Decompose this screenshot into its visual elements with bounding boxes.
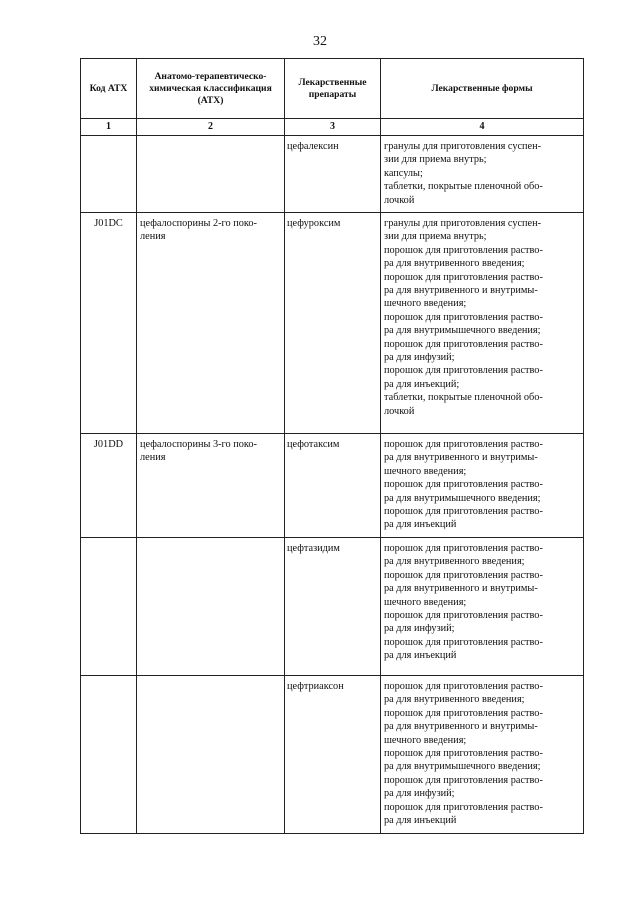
column-number-row — [81, 119, 584, 136]
header-drugs-line: Лекарственные — [298, 76, 367, 88]
header-classification — [137, 59, 285, 119]
dosage-form-line: ра для инъекций — [384, 815, 457, 827]
drug-name-cell: цефтазидим — [285, 538, 381, 676]
header-row — [81, 59, 584, 119]
dosage-form-line: зии для приема внутрь; — [384, 154, 487, 166]
header-drugs-line: препараты — [308, 88, 357, 100]
table-body — [81, 136, 584, 834]
dosage-form-line: порошок для приготовления раство- — [384, 774, 543, 786]
drug-name-cell: цефуроксим — [285, 213, 381, 434]
dosage-form-line: шечного введения; — [384, 465, 467, 477]
dosage-form-line: ра для внутривенного введения; — [384, 694, 525, 706]
header-dosage-forms: Лекарственные формы — [381, 59, 584, 119]
table-row — [81, 434, 584, 538]
dosage-form-line: ра для инфузий; — [384, 352, 455, 364]
dosage-form-line: порошок для приготовления раство- — [384, 271, 543, 283]
dosage-form-line: порошок для приготовления раство- — [384, 707, 543, 719]
table-row — [81, 136, 584, 213]
atx-code-cell — [81, 538, 137, 676]
classification-cell — [137, 213, 285, 434]
header-code-atx: Код АТХ — [81, 59, 137, 119]
dosage-form-line: ра для инфузий; — [384, 788, 455, 800]
dosage-form-line: ра для инъекций; — [384, 378, 460, 390]
classification-line: ления — [140, 231, 166, 243]
drug-name-cell: цефтриаксон — [285, 676, 381, 834]
classification-cell — [137, 676, 285, 834]
dosage-form-line: порошок для приготовления раство- — [384, 506, 543, 518]
dosage-forms-cell — [381, 434, 584, 538]
header-drugs — [285, 59, 381, 119]
dosage-forms-cell — [381, 136, 584, 213]
dosage-form-line: таблетки, покрытые пленочной обо- — [384, 181, 543, 193]
dosage-form-line: ра для инъекций — [384, 519, 457, 531]
dosage-form-line: ра для внутривенного введения; — [384, 258, 525, 270]
dosage-form-line: порошок для приготовления раство- — [384, 439, 543, 450]
drug-name-cell: цефотаксим — [285, 434, 381, 538]
table-row — [81, 213, 584, 434]
table-row — [81, 538, 584, 676]
dosage-form-line: порошок для приготовления раство- — [384, 244, 543, 256]
dosage-form-line: ра для внутривенного введения; — [384, 556, 525, 568]
dosage-form-line: ра для внутривенного и внутримы- — [384, 285, 538, 297]
column-number: 3 — [285, 119, 381, 136]
classification-cell — [137, 434, 285, 538]
dosage-form-line: порошок для приготовления раство- — [384, 681, 543, 692]
dosage-form-line: шечного введения; — [384, 596, 467, 608]
dosage-form-line: ра для внутривенного и внутримы- — [384, 721, 538, 733]
dosage-form-line: порошок для приготовления раство- — [384, 365, 543, 377]
atx-code-cell — [81, 136, 137, 213]
dosage-form-line: зии для приема внутрь; — [384, 231, 487, 243]
dosage-form-line: шечного введения; — [384, 298, 467, 310]
classification-cell — [137, 136, 285, 213]
page-number: 32 — [313, 34, 327, 49]
dosage-form-line: порошок для приготовления раство- — [384, 311, 543, 323]
dosage-form-line: шечного введения; — [384, 734, 467, 746]
dosage-form-line: порошок для приготовления раство- — [384, 610, 543, 622]
dosage-forms-cell — [381, 213, 584, 434]
header-classification-line: химическая классификация — [149, 82, 272, 94]
dosage-form-line: ра для внутримышечного введения; — [384, 325, 541, 337]
table-row — [81, 676, 584, 834]
dosage-form-line: гранулы для приготовления суспен- — [384, 141, 542, 152]
dosage-form-line: порошок для приготовления раство- — [384, 479, 543, 491]
header-classification-line: (АТХ) — [197, 94, 224, 106]
dosage-form-line: ра для внутривенного и внутримы- — [384, 583, 538, 595]
dosage-form-line: ра для внутримышечного введения; — [384, 492, 541, 504]
dosage-forms-cell — [381, 676, 584, 834]
classification-line: ления — [140, 452, 166, 464]
dosage-form-line: лочкой — [384, 194, 415, 206]
column-number: 4 — [381, 119, 584, 136]
dosage-form-line: порошок для приготовления раство- — [384, 801, 543, 813]
header-classification-line: Анатомо-терапевтическо- — [154, 70, 267, 82]
dosage-form-line: ра для инъекций — [384, 650, 457, 662]
classification-cell — [137, 538, 285, 676]
classification-line: цефалоспорины 2-го поко- — [140, 218, 257, 229]
dosage-form-line: ра для внутривенного и внутримы- — [384, 452, 538, 464]
dosage-forms-cell — [381, 538, 584, 676]
dosage-form-line: ра для внутримышечного введения; — [384, 761, 541, 773]
classification-line: цефалоспорины 3-го поко- — [140, 439, 257, 450]
dosage-form-line: ра для инфузий; — [384, 623, 455, 635]
dosage-form-line: таблетки, покрытые пленочной обо- — [384, 392, 543, 404]
column-number: 2 — [137, 119, 285, 136]
dosage-form-line: порошок для приготовления раство- — [384, 636, 543, 648]
atx-code-cell — [81, 676, 137, 834]
drug-name-cell: цефалексин — [285, 136, 381, 213]
dosage-form-line: порошок для приготовления раство- — [384, 569, 543, 581]
column-number: 1 — [81, 119, 137, 136]
dosage-form-line: порошок для приготовления раство- — [384, 543, 543, 554]
atx-code-cell: J01DD — [81, 434, 137, 538]
dosage-form-line: гранулы для приготовления суспен- — [384, 218, 542, 229]
dosage-form-line: порошок для приготовления раство- — [384, 338, 543, 350]
dosage-form-line: лочкой — [384, 405, 415, 417]
dosage-form-line: капсулы; — [384, 167, 423, 179]
dosage-form-line: порошок для приготовления раство- — [384, 748, 543, 760]
atx-code-cell: J01DC — [81, 213, 137, 434]
drug-classification-table — [80, 58, 584, 834]
